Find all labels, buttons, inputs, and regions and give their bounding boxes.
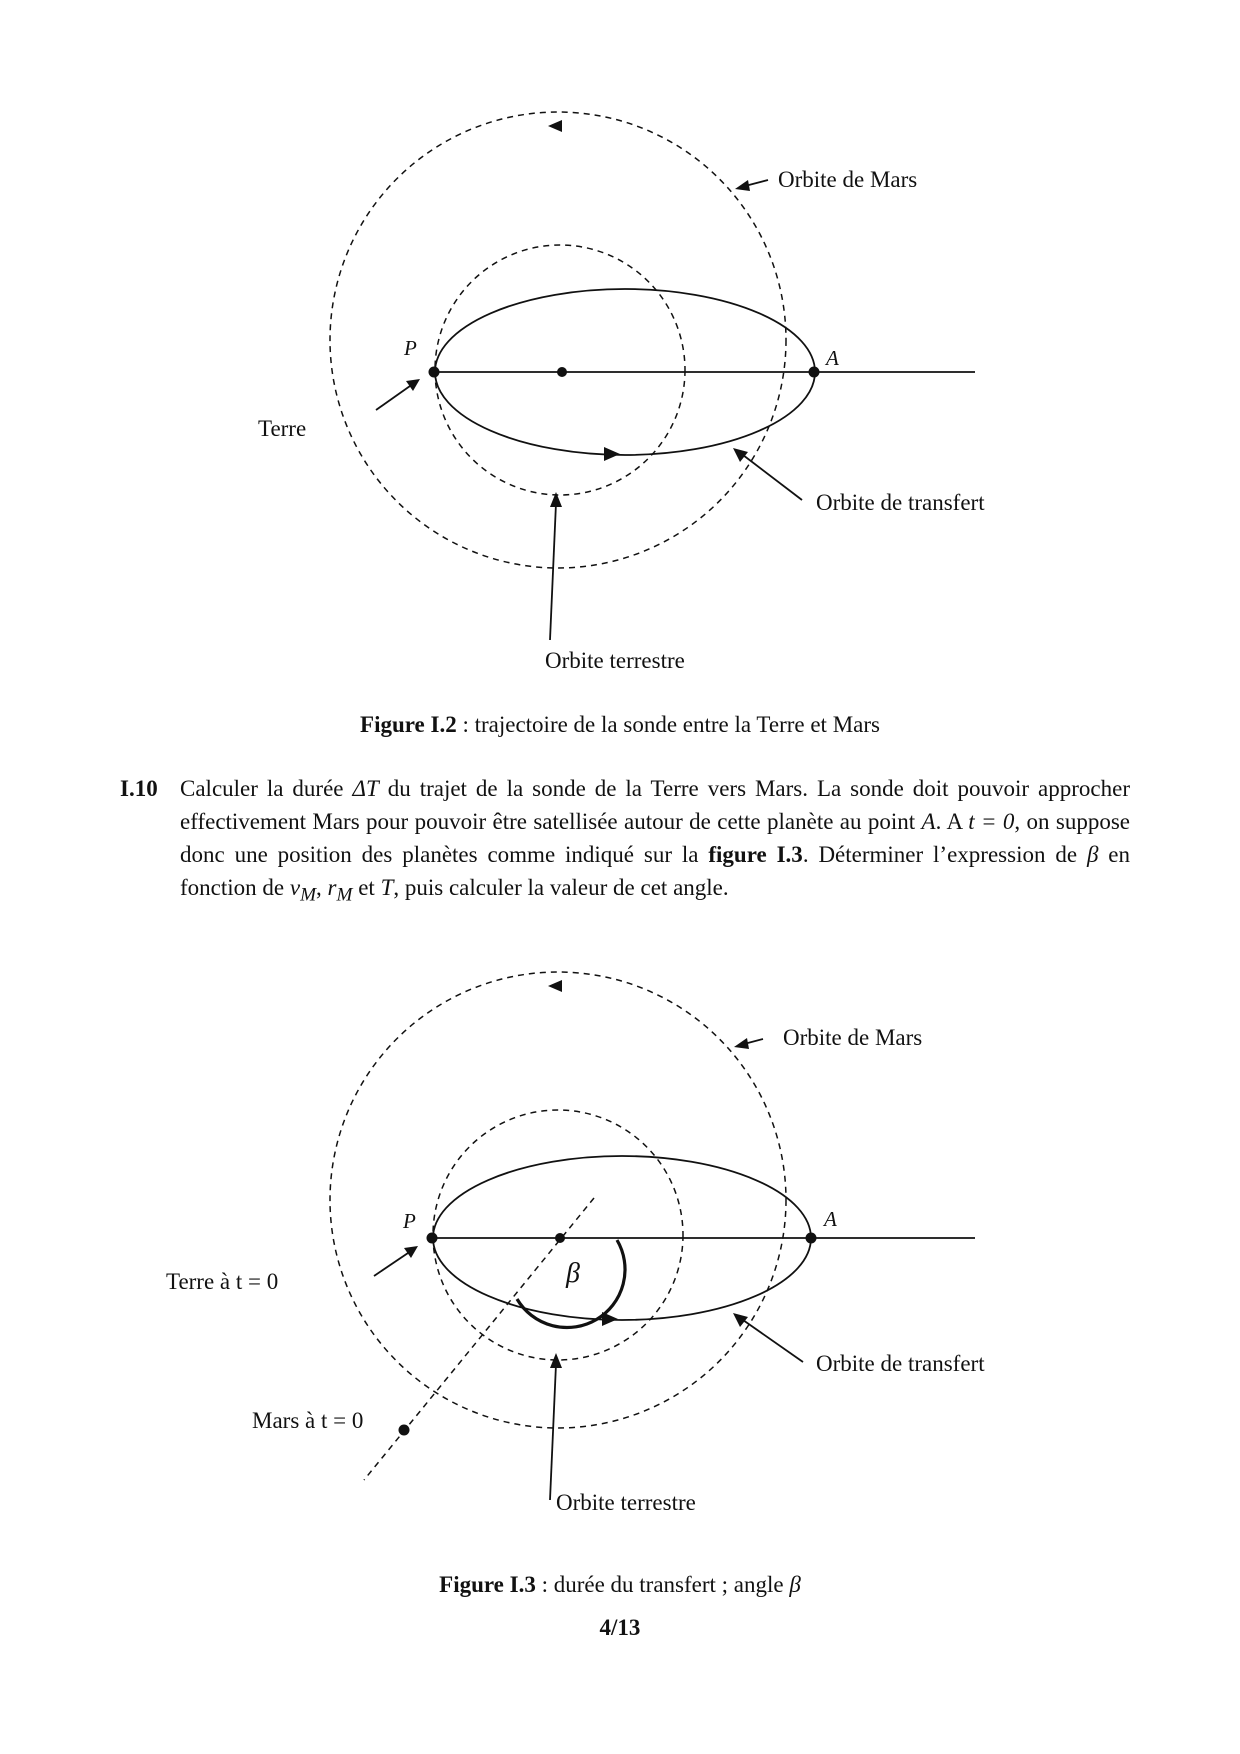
question-text-part: , puis calculer la valeur de cet angle. <box>393 875 729 900</box>
mars-orbit-direction-arrow <box>548 120 562 132</box>
figure-3-caption-label: Figure I.3 <box>439 1572 536 1597</box>
page-number: 4/13 <box>599 1615 641 1640</box>
vM-symbol: v <box>289 875 301 900</box>
label-earth-orbit: Orbite terrestre <box>545 648 685 673</box>
beta-symbol: β <box>1086 842 1099 867</box>
figure-2-caption <box>0 712 1240 738</box>
label-point-A: A <box>824 1207 837 1231</box>
transfer-orbit-pointer-arrow <box>733 1313 803 1362</box>
rM-subscript: M <box>336 884 353 906</box>
label-mars-orbit: Orbite de Mars <box>783 1025 923 1050</box>
question-text-part: Calculer la durée <box>180 776 353 801</box>
point-P <box>429 367 440 378</box>
label-mars-orbit: Orbite de Mars <box>778 167 918 192</box>
mars-orbit-direction-arrow <box>548 980 562 992</box>
figure-2-diagram <box>0 0 1240 720</box>
vM-subscript: M <box>300 884 317 906</box>
transfer-orbit-pointer-arrow <box>733 448 802 500</box>
figure-3-caption-text: : durée du transfert ; angle <box>535 1572 790 1597</box>
label-point-P: P <box>404 336 417 360</box>
mars-at-t0-point <box>399 1425 410 1436</box>
point-P <box>427 1233 438 1244</box>
figure-2-caption-text: : trajectoire de la sonde entre la Terre et Mars <box>456 712 880 737</box>
label-point-P: P <box>403 1209 416 1233</box>
question-text-part: en fonction de <box>180 842 1130 900</box>
center-point <box>557 367 567 377</box>
earth-orbit-pointer-arrow <box>550 492 562 640</box>
figure-3-caption-beta: β <box>789 1572 801 1597</box>
question-text-part: du trajet de la sonde de la Terre vers Mars. La sonde doit pouvoir approcher effectivement Mars pour pouvoir être satellisée autour de cette planète au point <box>180 776 1130 834</box>
point-A <box>809 367 820 378</box>
question-text-part: . Déterminer l’expression de <box>802 842 1087 867</box>
t-zero-symbol: t = 0 <box>968 809 1015 834</box>
figure-2-caption-label: Figure I.2 <box>360 712 457 737</box>
earth-pointer-arrow <box>376 379 420 410</box>
label-mars-t0: Mars à t = 0 <box>252 1408 364 1433</box>
delta-T-symbol: ΔT <box>352 776 379 801</box>
earth-pointer-arrow <box>374 1246 418 1276</box>
question-text-part: , on suppose donc une position des planètes comme indiqué sur la <box>180 809 1130 867</box>
mars-orbit-pointer-arrow <box>735 180 768 191</box>
label-earth-t0: Terre à t = 0 <box>166 1269 279 1294</box>
transfer-orbit-direction-arrow <box>604 447 620 461</box>
label-transfer-orbit: Orbite de transfert <box>816 1351 985 1376</box>
point-A-symbol: A <box>921 809 936 834</box>
question-text-part: , <box>316 875 328 900</box>
figure-3-caption <box>0 1572 1240 1598</box>
center-point <box>555 1233 565 1243</box>
label-point-A: A <box>826 346 839 370</box>
label-earth-orbit: Orbite terrestre <box>556 1490 696 1515</box>
mars-orbit-pointer-arrow <box>734 1038 763 1049</box>
rM-symbol: r <box>327 875 337 900</box>
figure-reference: figure I.3 <box>708 842 803 867</box>
T-symbol: T <box>380 875 394 900</box>
earth-orbit-pointer-arrow <box>550 1353 562 1500</box>
label-earth: Terre <box>258 416 307 441</box>
question-text-part: et <box>352 875 381 900</box>
label-beta: β <box>566 1258 580 1289</box>
figure-3-diagram <box>0 860 1240 1560</box>
question-text-part: . A <box>935 809 969 834</box>
question-number: I.10 <box>120 776 158 801</box>
label-transfer-orbit: Orbite de transfert <box>816 490 985 515</box>
point-A <box>806 1233 817 1244</box>
